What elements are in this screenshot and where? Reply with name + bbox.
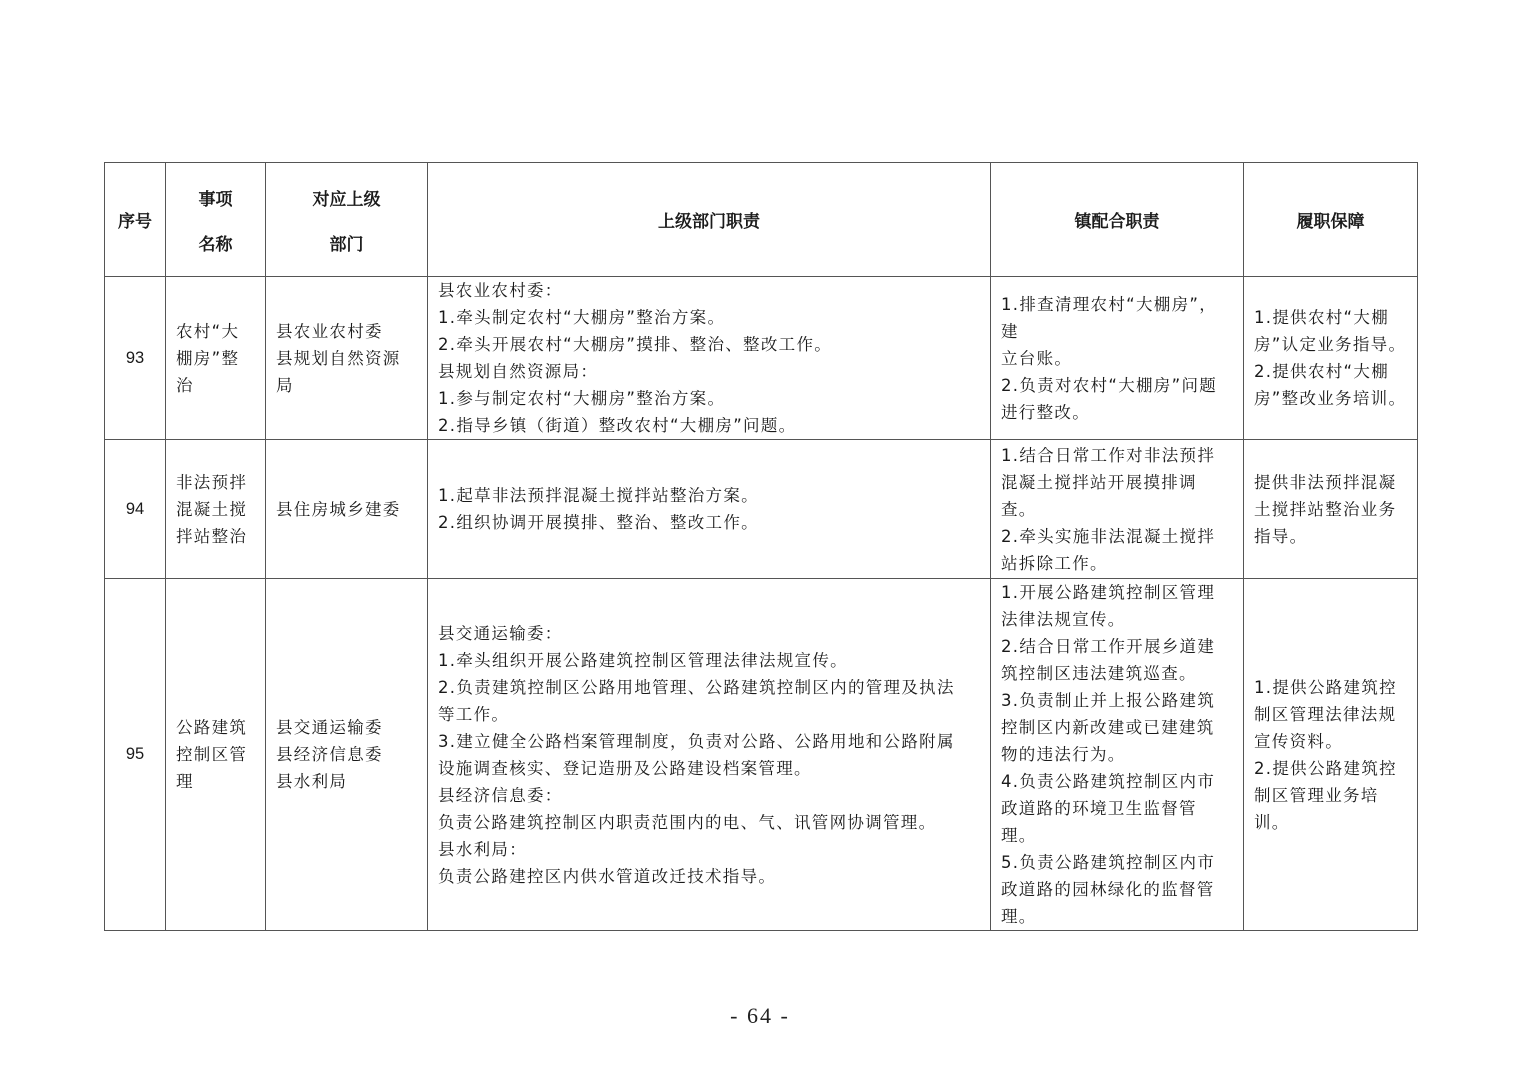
header-guarantee: 履职保障 — [1244, 163, 1418, 277]
guarantee-line: 1.提供农村“大棚 — [1254, 308, 1389, 327]
row-town-duties — [991, 579, 1244, 931]
duty-line: 2.负责建筑控制区公路用地管理、公路建筑控制区内的管理及执法 — [438, 677, 955, 697]
town-duty-line: 进行整改。 — [1001, 402, 1090, 422]
town-duty-line: 理。 — [1001, 826, 1037, 845]
town-duty-line: 理。 — [1001, 907, 1037, 926]
town-duty-line: 查。 — [1001, 499, 1037, 519]
table-header-row — [105, 163, 1418, 277]
guarantee-line: 宣传资料。 — [1254, 731, 1343, 751]
duty-line: 等工作。 — [438, 704, 510, 724]
guarantee-line: 土搅拌站整治业务 — [1254, 499, 1397, 519]
duty-line: 县经济信息委： — [438, 785, 563, 805]
duty-line: 1.参与制定农村“大棚房”整治方案。 — [438, 389, 726, 408]
department-line: 县交通运输委 — [276, 718, 383, 737]
guarantee-line: 训。 — [1254, 812, 1290, 832]
row-town-duties — [991, 277, 1244, 440]
item-name-line: 理 — [176, 772, 194, 791]
town-duty-line: 政道路的园林绿化的监督管 — [1001, 880, 1215, 899]
department-line: 县水利局 — [276, 772, 348, 791]
table-row — [105, 440, 1418, 579]
town-duty-line: 5.负责公路建筑控制区内市 — [1001, 853, 1216, 872]
department-line: 县住房城乡建委 — [276, 499, 401, 519]
item-name-line: 混凝土搅 — [176, 499, 248, 519]
duty-line: 负责公路建控区内供水管道改迁技术指导。 — [438, 866, 777, 886]
row-item-name — [166, 440, 266, 579]
row-item-name — [166, 579, 266, 931]
item-name-line: 治 — [176, 375, 194, 395]
row-department — [266, 277, 428, 440]
town-duty-line: 站拆除工作。 — [1001, 553, 1108, 573]
town-duty-line: 立台账。 — [1001, 348, 1073, 368]
header-duties: 上级部门职责 — [428, 163, 991, 277]
guarantee-line: 制区管理业务培 — [1254, 785, 1379, 805]
town-duty-line: 1.结合日常工作对非法预拌 — [1001, 445, 1216, 465]
page-number: - 64 - — [730, 1003, 790, 1028]
department-line: 县经济信息委 — [276, 745, 383, 764]
row-seq — [105, 579, 166, 931]
town-duty-line: 2.结合日常工作开展乡道建 — [1001, 637, 1216, 656]
department-line: 局 — [276, 375, 294, 395]
header-item-line2: 名称 — [198, 234, 233, 255]
town-duty-line: 混凝土搅拌站开展摸排调 — [1001, 472, 1197, 492]
duty-line: 1.牵头组织开展公路建筑控制区管理法律法规宣传。 — [438, 650, 848, 670]
duty-line: 县水利局： — [438, 839, 527, 859]
guarantee-line: 提供非法预拌混凝 — [1254, 472, 1397, 492]
duty-line: 1.起草非法预拌混凝土搅拌站整治方案。 — [438, 486, 759, 505]
guarantee-line: 制区管理法律法规 — [1254, 704, 1397, 724]
row-town-duties — [991, 440, 1244, 579]
item-name-line: 棚房”整 — [176, 348, 240, 368]
responsibility-table — [104, 162, 1418, 931]
guarantee-line: 房”整改业务培训。 — [1254, 389, 1407, 408]
row-seq — [105, 440, 166, 579]
row-seq-value: 94 — [125, 499, 145, 518]
town-duty-line: 4.负责公路建筑控制区内市 — [1001, 772, 1216, 791]
header-dept-line2: 部门 — [329, 234, 364, 255]
duty-line: 县规划自然资源局： — [438, 362, 599, 381]
town-duty-line: 物的违法行为。 — [1001, 745, 1126, 764]
row-seq-value: 93 — [125, 348, 145, 367]
header-dept-line1: 对应上级 — [312, 189, 381, 210]
row-duties — [428, 579, 991, 931]
row-guarantee — [1244, 579, 1418, 931]
town-duty-line: 2.负责对农村“大棚房”问题 — [1001, 375, 1218, 395]
duty-line: 2.牵头开展农村“大棚房”摸排、整治、整改工作。 — [438, 335, 833, 354]
town-duty-line: 1.排查清理农村“大棚房”，建 — [1001, 294, 1218, 341]
item-name-line: 农村“大 — [176, 321, 240, 341]
guarantee-line: 2.提供公路建筑控 — [1254, 758, 1397, 778]
row-seq — [105, 277, 166, 440]
town-duty-line: 政道路的环境卫生监督管 — [1001, 799, 1197, 818]
header-seq: 序号 — [105, 163, 166, 277]
duty-line: 县交通运输委： — [438, 623, 563, 643]
row-guarantee — [1244, 277, 1418, 440]
guarantee-line: 指导。 — [1254, 526, 1308, 546]
duty-line: 2.指导乡镇（街道）整改农村“大棚房”问题。 — [438, 416, 797, 435]
header-department — [266, 163, 428, 277]
header-item-line1: 事项 — [198, 189, 233, 210]
town-duty-line: 3.负责制止并上报公路建筑 — [1001, 691, 1216, 710]
row-duties — [428, 277, 991, 440]
row-department — [266, 440, 428, 579]
guarantee-line: 2.提供农村“大棚 — [1254, 362, 1389, 381]
town-duty-line: 法律法规宣传。 — [1001, 610, 1126, 629]
header-town-duties: 镇配合职责 — [991, 163, 1244, 277]
guarantee-line: 房”认定业务指导。 — [1254, 335, 1407, 354]
town-duty-line: 1.开展公路建筑控制区管理 — [1001, 583, 1216, 602]
item-name-line: 控制区管 — [176, 745, 248, 764]
header-item-name — [166, 163, 266, 277]
table-row — [105, 579, 1418, 931]
department-line: 县农业农村委 — [276, 321, 383, 341]
department-line: 县规划自然资源 — [276, 348, 401, 368]
row-seq-value: 95 — [125, 745, 145, 763]
item-name-line: 非法预拌 — [176, 472, 248, 492]
row-guarantee — [1244, 440, 1418, 579]
town-duty-line: 筑控制区违法建筑巡查。 — [1001, 664, 1197, 683]
table-row — [105, 277, 1418, 440]
row-item-name — [166, 277, 266, 440]
item-name-line: 拌站整治 — [176, 526, 248, 546]
duty-line: 设施调查核实、登记造册及公路建设档案管理。 — [438, 758, 812, 778]
town-duty-line: 控制区内新改建或已建建筑 — [1001, 718, 1215, 737]
item-name-line: 公路建筑 — [176, 718, 248, 737]
duty-line: 县农业农村委： — [438, 281, 563, 300]
duty-line: 1.牵头制定农村“大棚房”整治方案。 — [438, 308, 726, 327]
duty-line: 2.组织协调开展摸排、整治、整改工作。 — [438, 513, 759, 532]
duty-line: 负责公路建筑控制区内职责范围内的电、气、讯管网协调管理。 — [438, 812, 937, 832]
guarantee-line: 1.提供公路建筑控 — [1254, 677, 1397, 697]
town-duty-line: 2.牵头实施非法混凝土搅拌 — [1001, 526, 1216, 546]
row-department — [266, 579, 428, 931]
row-duties — [428, 440, 991, 579]
duty-line: 3.建立健全公路档案管理制度，负责对公路、公路用地和公路附属 — [438, 731, 955, 751]
